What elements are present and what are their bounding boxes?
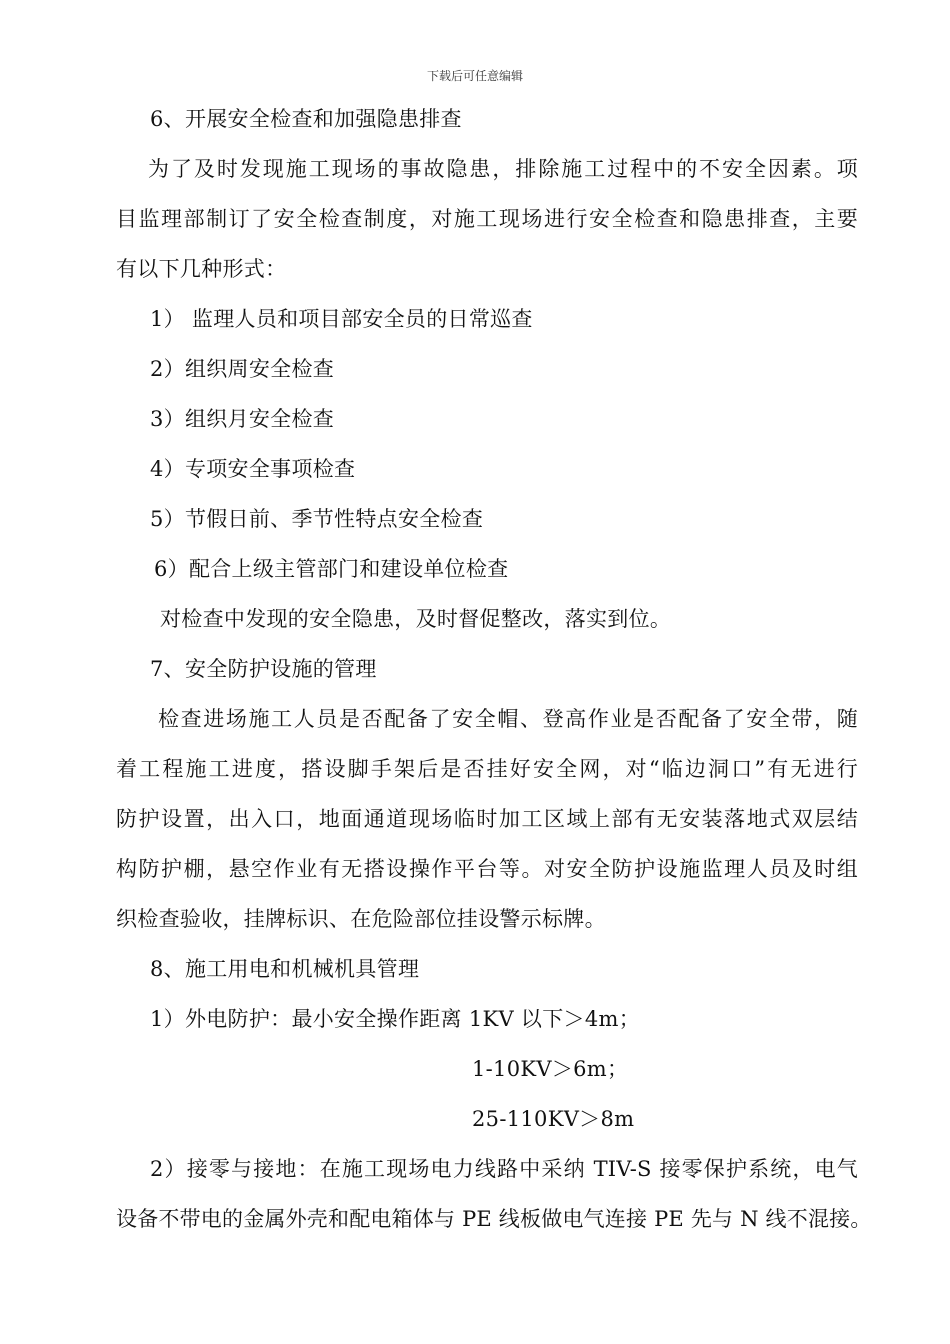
paragraph-line: 着工程施工进度，搭设脚手架后是否挂好安全网，对“临边洞口”有无进行 <box>116 757 858 781</box>
paragraph-line: 为了及时发现施工现场的事故隐患，排除施工过程中的不安全因素。项 <box>148 157 858 181</box>
list-item-continuation: 25-110KV＞8m <box>472 1107 635 1131</box>
paragraph-line: 有以下几种形式： <box>116 257 287 281</box>
list-item: 1）外电防护：最小安全操作距离 1KV 以下＞4m； <box>150 1007 640 1031</box>
header-note: 下载后可任意编辑 <box>426 69 523 83</box>
paragraph-line: 构防护棚，悬空作业有无搭设操作平台等。对安全防护设施监理人员及时组 <box>116 857 858 881</box>
paragraph-line: 织检查验收，挂牌标识、在危险部位挂设警示标牌。 <box>116 907 606 931</box>
list-item: 5）节假日前、季节性特点安全检查 <box>150 507 484 531</box>
list-item: 2）组织周安全检查 <box>150 357 335 381</box>
paragraph-line: 设备不带电的金属外壳和配电箱体与 PE 线板做电气连接 PE 先与 N 线不混接。 <box>116 1207 872 1231</box>
heading-section-6: 6、开展安全检查和加强隐患排查 <box>150 107 462 131</box>
heading-section-7: 7、安全防护设施的管理 <box>150 657 377 681</box>
paragraph-line: 防护设置，出入口，地面通道现场临时加工区域上部有无安装落地式双层结 <box>116 807 858 831</box>
paragraph-line: 目监理部制订了安全检查制度，对施工现场进行安全检查和隐患排查，主要 <box>116 207 858 231</box>
list-item-continuation: 1-10KV＞6m； <box>472 1057 629 1081</box>
list-item: 6）配合上级主管部门和建设单位检查 <box>154 557 509 581</box>
list-item: 1） 监理人员和项目部安全员的日常巡查 <box>150 307 533 331</box>
list-item: 2）接零与接地：在施工现场电力线路中采纳 TIV-S 接零保护系统，电气 <box>150 1157 858 1181</box>
heading-section-8: 8、施工用电和机械机具管理 <box>150 957 420 981</box>
list-item: 4）专项安全事项检查 <box>150 457 356 481</box>
list-item: 3）组织月安全检查 <box>150 407 335 431</box>
paragraph-line: 对检查中发现的安全隐患，及时督促整改，落实到位。 <box>160 607 672 631</box>
paragraph-line: 检查进场施工人员是否配备了安全帽、登高作业是否配备了安全带，随 <box>158 707 858 731</box>
